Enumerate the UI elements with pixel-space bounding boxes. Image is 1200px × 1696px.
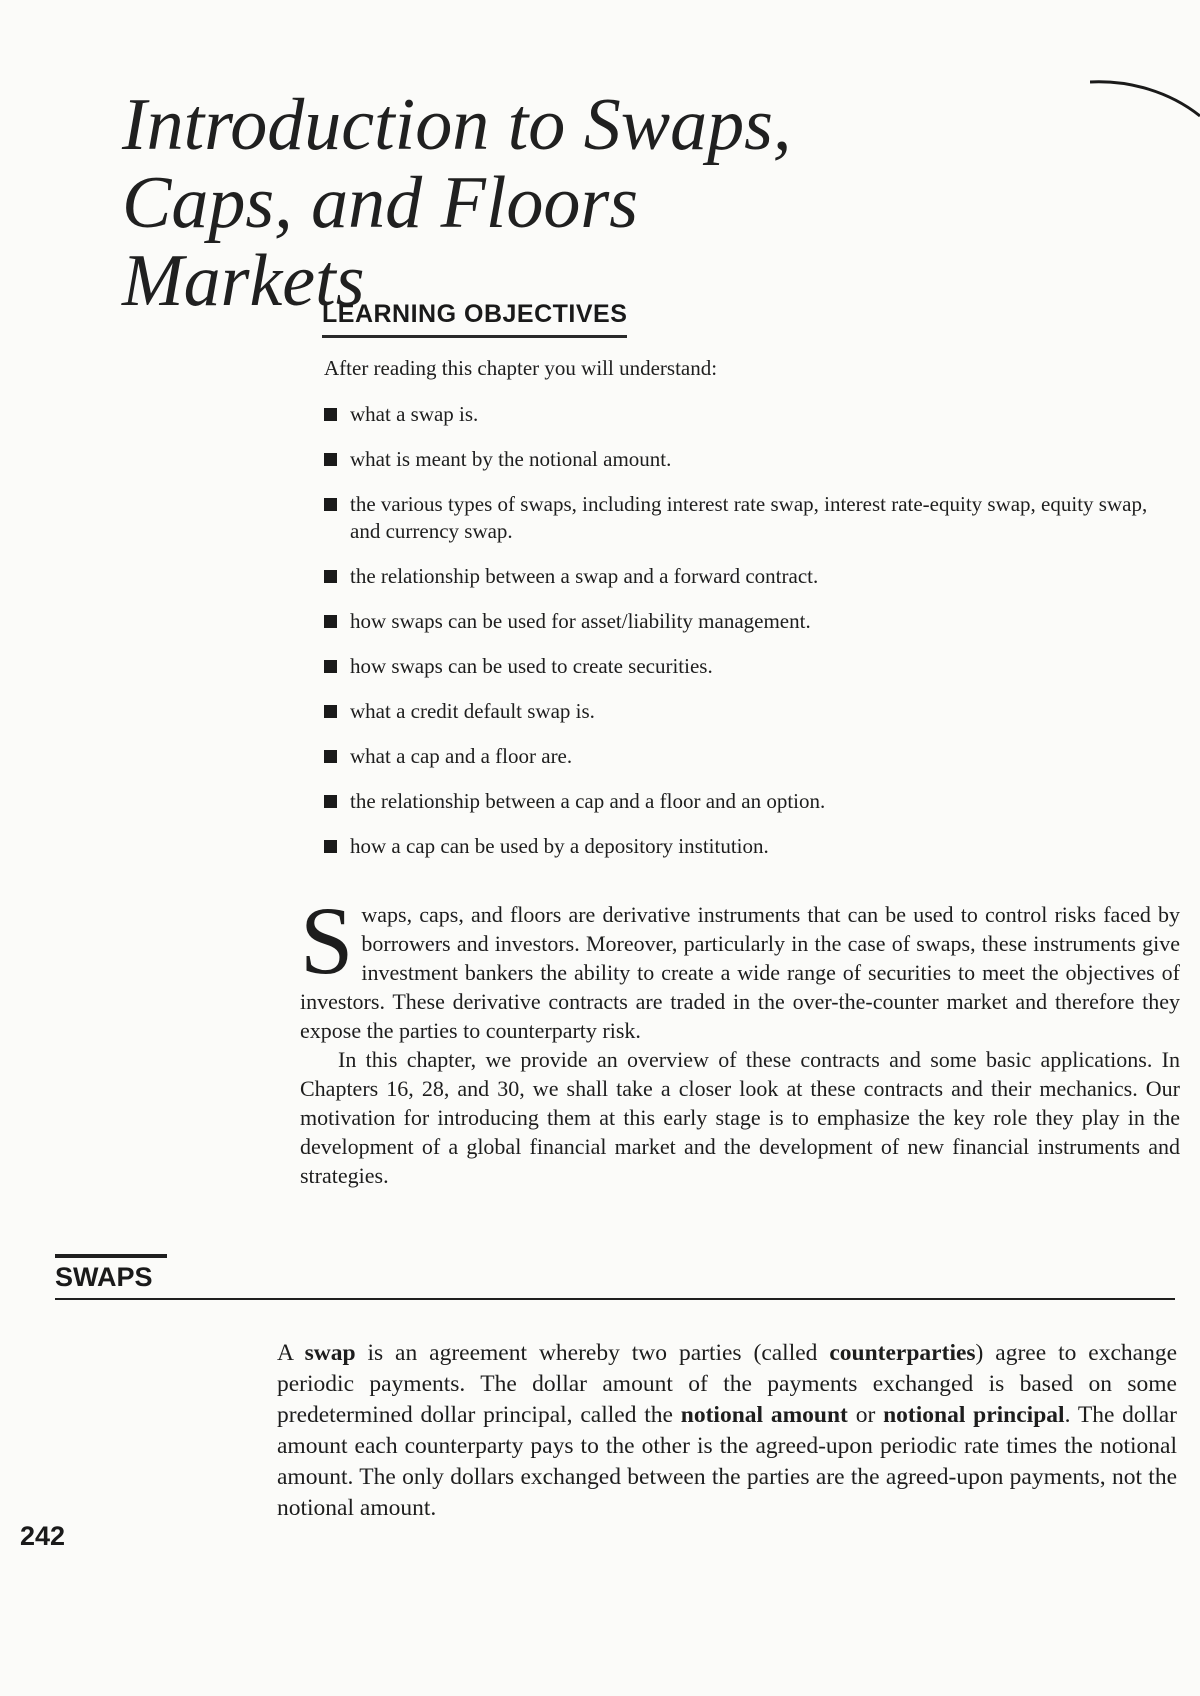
objective-text: how a cap can be used by a depository institution. bbox=[350, 834, 769, 858]
square-bullet-icon bbox=[324, 795, 337, 808]
objective-item bbox=[322, 563, 1152, 590]
square-bullet-icon bbox=[324, 498, 337, 511]
objective-text: what a cap and a floor are. bbox=[350, 744, 573, 768]
square-bullet-icon bbox=[324, 615, 337, 628]
objectives-intro: After reading this chapter you will understand: bbox=[324, 356, 718, 380]
definition-text: is an agreement whereby two parties (called bbox=[355, 1340, 830, 1366]
objective-text: how swaps can be used for asset/liability management. bbox=[350, 609, 811, 633]
section-heading: SWAPS bbox=[55, 1262, 153, 1292]
objective-item bbox=[322, 608, 1152, 635]
learning-objectives bbox=[322, 300, 1152, 878]
definition-text: or bbox=[847, 1402, 884, 1428]
objective-text: what a swap is. bbox=[350, 402, 479, 426]
objective-item bbox=[322, 401, 1152, 428]
section-accent-rule bbox=[55, 1254, 167, 1258]
objective-text: the relationship between a cap and a floor and an option. bbox=[350, 789, 826, 813]
swap-definition-paragraph bbox=[277, 1338, 1177, 1524]
square-bullet-icon bbox=[324, 840, 337, 853]
key-term-counterparties: counterparties bbox=[829, 1340, 976, 1366]
chapter-title-line2: Caps, and Floors Markets bbox=[122, 162, 639, 322]
key-term-notional-principal: notional principal bbox=[883, 1402, 1065, 1428]
chapter-introduction bbox=[300, 887, 1180, 1190]
objective-item bbox=[322, 653, 1152, 680]
objective-text: the various types of swaps, including interest rate swap, interest rate-equity swap, equity swap, and currency swap. bbox=[350, 492, 1148, 543]
objectives-list bbox=[322, 401, 1152, 860]
section-divider bbox=[55, 1298, 1175, 1300]
intro-paragraph-1-text: waps, caps, and floors are derivative instruments that can be used to control risks faced by borrowers and investors. Moreover, particularly in the case of swaps, these instruments give investment bankers the ability to create a wide range of securities to meet the objectives of investors. These derivative contracts are traded in the over-the-counter market and therefore they expose the parties to counterparty risk. bbox=[300, 902, 1180, 1043]
objective-item bbox=[322, 698, 1152, 725]
key-term-swap: swap bbox=[304, 1340, 356, 1366]
square-bullet-icon bbox=[324, 705, 337, 718]
definition-text: . The dollar amount each counterparty pays to the other is the agreed-upon periodic rate times the notional amount. The only dollars exchanged between the parties are the agreed-upon payments, not the notional amount. bbox=[277, 1402, 1177, 1521]
chapter-title-line1: Introduction to Swaps, bbox=[122, 84, 792, 166]
square-bullet-icon bbox=[324, 660, 337, 673]
page-corner-mark bbox=[1090, 78, 1200, 118]
chapter-title bbox=[122, 86, 882, 320]
square-bullet-icon bbox=[324, 453, 337, 466]
objective-text: the relationship between a swap and a forward contract. bbox=[350, 564, 819, 588]
key-term-notional-amount: notional amount bbox=[680, 1402, 848, 1428]
intro-paragraph-1 bbox=[300, 887, 1180, 1045]
square-bullet-icon bbox=[324, 570, 337, 583]
square-bullet-icon bbox=[324, 408, 337, 421]
objective-item bbox=[322, 788, 1152, 815]
definition-text: A bbox=[277, 1340, 305, 1366]
objective-item bbox=[322, 491, 1152, 545]
definition-text: ) agree to exchange periodic payments. The dollar amount of the payments exchanged is based on some predetermined dollar principal, called the bbox=[277, 1340, 1178, 1428]
objective-text: what is meant by the notional amount. bbox=[350, 447, 672, 471]
objective-text: how swaps can be used to create securities. bbox=[350, 654, 713, 678]
objective-item bbox=[322, 446, 1152, 473]
page-number: 242 bbox=[20, 1521, 66, 1551]
objective-item bbox=[322, 833, 1152, 860]
square-bullet-icon bbox=[324, 750, 337, 763]
intro-paragraph-2: In this chapter, we provide an overview of these contracts and some basic applications. In Chapters 16, 28, and 30, we shall take a closer look at these contracts and their mechanics. Our motivation for introducing them at this early stage is to emphasize the key role they play in the development of a global financial market and the development of new financial instruments and strategies. bbox=[300, 1047, 1180, 1188]
objective-text: what a credit default swap is. bbox=[350, 699, 595, 723]
objective-item bbox=[322, 743, 1152, 770]
objectives-heading: LEARNING OBJECTIVES bbox=[322, 300, 627, 338]
drop-cap: S bbox=[300, 887, 354, 994]
